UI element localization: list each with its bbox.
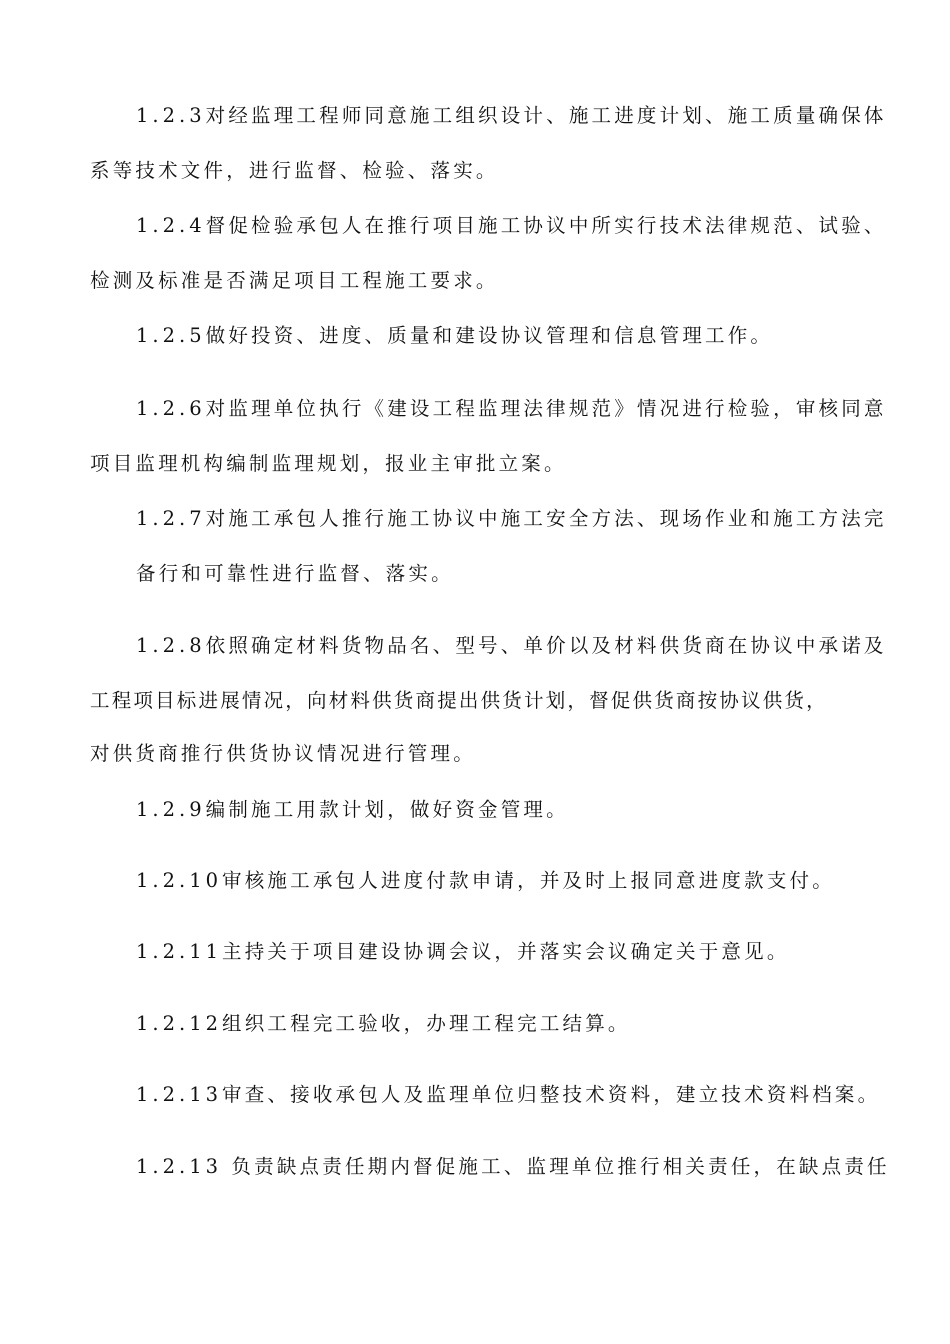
paragraph-1-2-12-line-1 (136, 1010, 631, 1038)
clause-text: 对监理单位执行《建设工程监理法律规范》情况进行检验，审核同意 (205, 397, 887, 420)
paragraph-1-2-8-line-2: 工程项目标进展情况，向材料供货商提出供货计划，督促供货商按协议供货， (90, 689, 828, 712)
paragraph-1-2-10-line-1 (136, 867, 835, 895)
paragraph-1-2-3-line-2: 系等技术文件，进行监督、检验、落实。 (90, 159, 499, 182)
clause-number: 1.2.3 (136, 104, 206, 127)
paragraph-1-2-4-line-1 (136, 212, 887, 240)
paragraph-1-2-9-line-1 (136, 796, 569, 824)
paragraph-1-2-3-line-1 (136, 102, 887, 130)
clause-text: 负责缺点责任期内督促施工、监理单位推行相关责任，在缺点责任 (222, 1155, 890, 1178)
clause-text: 审核施工承包人进度付款申请，并及时上报同意进度款支付。 (222, 869, 835, 892)
clause-text: 组织工程完工验收，办理工程完工结算。 (222, 1012, 631, 1035)
paragraph-1-2-11-line-1 (136, 938, 790, 966)
clause-text: 对经监理工程师同意施工组织设计、施工进度计划、施工质量确保体 (205, 104, 887, 127)
clause-text: 做好投资、进度、质量和建设协议管理和信息管理工作。 (205, 324, 774, 347)
clause-text: 对施工承包人推行施工协议中施工安全方法、现场作业和施工方法完 (205, 507, 887, 530)
clause-text: 审查、接收承包人及监理单位归整技术资料，建立技术资料档案。 (222, 1083, 881, 1106)
clause-text: 督促检验承包人在推行项目施工协议中所实行技术法律规范、试验、 (205, 214, 887, 237)
clause-number: 1.2.4 (136, 214, 206, 237)
clause-number: 1.2.5 (136, 324, 206, 347)
clause-number: 1.2.12 (136, 1012, 223, 1035)
paragraph-1-2-5-line-1 (136, 322, 773, 350)
paragraph-1-2-4-line-2: 检测及标准是否满足项目工程施工要求。 (90, 269, 499, 292)
paragraph-1-2-6-line-1 (136, 395, 887, 423)
clause-number: 1.2.6 (136, 397, 206, 420)
paragraph-1-2-13-line-1 (136, 1081, 880, 1109)
clause-number: 1.2.13 (136, 1083, 223, 1106)
clause-number: 1.2.10 (136, 869, 223, 892)
clause-number: 1.2.9 (136, 798, 206, 821)
clause-number: 1.2.7 (136, 507, 206, 530)
clause-text: 编制施工用款计划，做好资金管理。 (205, 798, 569, 821)
paragraph-1-2-7-line-2: 备行和可靠性进行监督、落实。 (136, 562, 454, 585)
paragraph-1-2-8-line-1 (136, 632, 887, 660)
paragraph-1-2-7-line-1 (136, 505, 887, 533)
clause-text: 主持关于项目建设协调会议，并落实会议确定关于意见。 (222, 940, 790, 963)
clause-number: 1.2.11 (136, 940, 223, 963)
paragraph-1-2-13b-line-1 (136, 1153, 890, 1181)
paragraph-1-2-6-line-2: 项目监理机构编制监理规划，报业主审批立案。 (90, 452, 567, 475)
clause-text: 依照确定材料货物品名、型号、单价以及材料供货商在协议中承诺及 (205, 634, 887, 657)
clause-number: 1.2.13 (136, 1155, 223, 1178)
clause-number: 1.2.8 (136, 634, 206, 657)
paragraph-1-2-8-line-3: 对供货商推行供货协议情况进行管理。 (90, 742, 476, 765)
